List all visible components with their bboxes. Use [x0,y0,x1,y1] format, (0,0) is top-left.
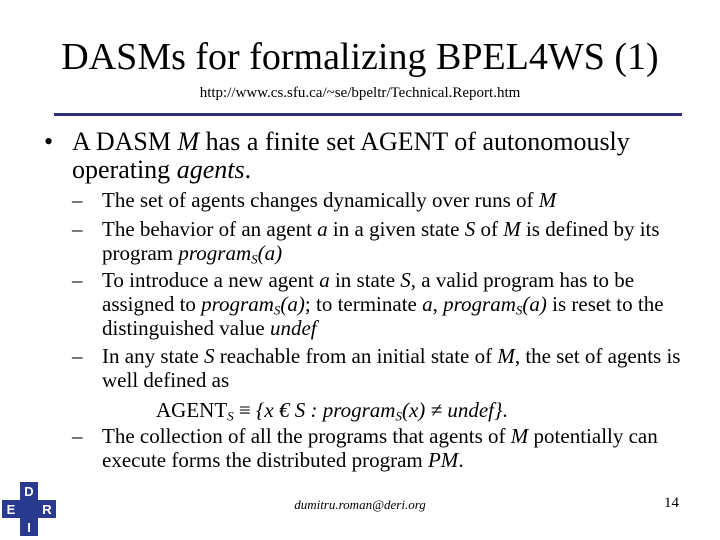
sub-bullet-1 [72,188,692,212]
footer-email[interactable]: dumitru.roman@deri.org [294,497,426,512]
sub-bullet-5 [72,424,692,472]
main-bullet [44,128,694,184]
sub-bullet-text: The set of agents changes dynamically over runs of M [102,188,557,212]
logo-letter-left: E [6,502,16,517]
dash-marker: – [72,188,83,212]
source-url[interactable]: http://www.cs.sfu.ca/~se/bpeltr/Technical.Report.htm [199,85,521,101]
logo-letter-top: D [24,484,34,499]
dash-marker: – [72,344,83,368]
bullet-marker: • [44,127,54,156]
logo-letter-bottom: I [27,520,31,535]
sub-bullet-text: The behavior of an agent a in a given state S of M is defined by its program program$_S$(a) [102,217,660,267]
sub-bullet-text: In any state S reachable from an initial state of M, the set of agents is well defined as [102,344,681,392]
title-divider [54,113,682,116]
slide-title: DASMs for formalizing BPEL4WS (1) [61,36,659,78]
dash-marker: – [72,217,83,241]
sub-bullet-2 [72,217,692,265]
logo-letter-right: R [42,502,52,517]
sub-bullet-text: The collection of all the programs that agents of M potentially can execute forms the distributed program PM. [102,424,658,472]
sub-bullet-3 [72,268,692,340]
dash-marker: – [72,268,83,292]
sub-bullet-4 [72,344,692,392]
page-number: 14 [664,495,679,511]
sub-bullet-text: To introduce a new agent a in state S, a valid program has to be assigned to program$_S$(a); to terminate a, program$_S$(a) is reset to the distinguished value undef [102,268,664,340]
agent-set-formula: $AGENT_S \equiv \{x$ € S : program$_S$(x) ≠ undef}. [156,398,508,424]
main-bullet-text: A DASM M has a finite set AGENT of autonomously operating agents. [72,127,630,184]
dash-marker: – [72,424,83,448]
